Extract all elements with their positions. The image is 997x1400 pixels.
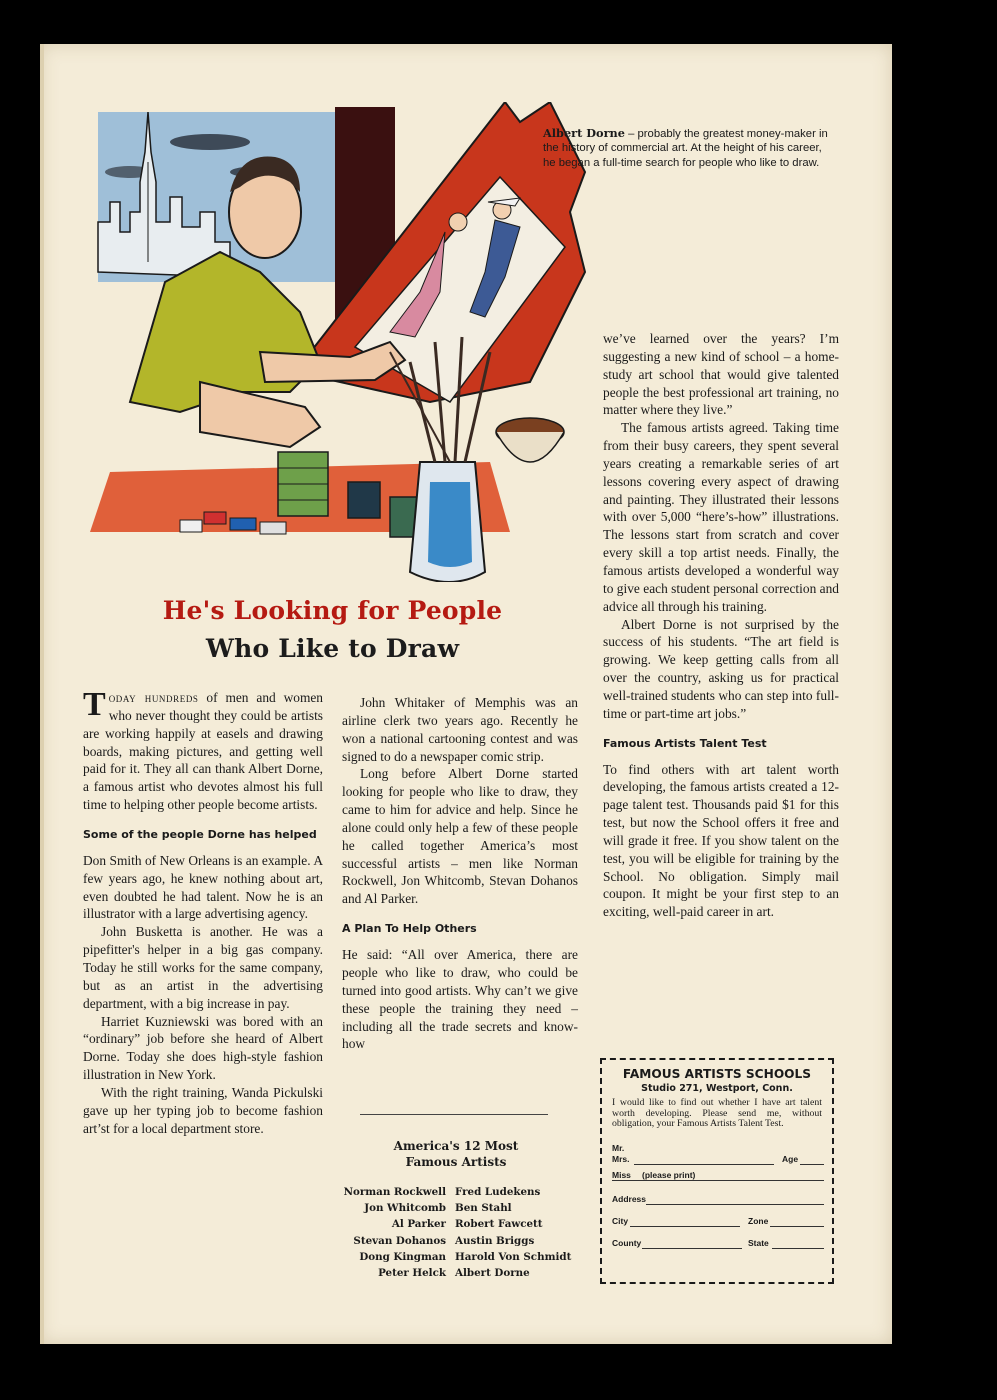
albert-dorne-illustration — [90, 102, 590, 582]
article-column-2 — [342, 694, 578, 1053]
headline-line2: Who Like to Draw — [205, 634, 460, 663]
artist-name: Jon Whitcomb — [364, 1202, 446, 1215]
artist-name: Al Parker — [391, 1218, 446, 1231]
artist-name: Harold Von Schmidt — [455, 1250, 572, 1263]
artists-title-line1: America's 12 Most — [393, 1139, 519, 1153]
page-edge — [40, 44, 44, 1344]
col1-paragraph-4: Harriet Kuzniewski was bored with an “ordinary” job before she heard of Albert Dorne. Today she does high-style fashion illustration in New York. — [83, 1013, 323, 1083]
coupon-mr-label: Mr. — [612, 1142, 625, 1153]
divider-rule — [360, 1114, 548, 1115]
drop-cap: T — [83, 686, 106, 723]
coupon-body: I would like to find out whether I have art talent worth developing. Please send me, without obligation, your Famous Artists Talent Test. — [612, 1097, 822, 1130]
col2-paragraph-2: Long before Albert Dorne started looking for people who like to draw, they came to him for advice and help. Since he alone could only help a few of these people he called together America’s most successful artists – men like Norman Rockwell, Jon Whitcomb, Stevan Dohanos and Al Parker. — [342, 766, 578, 907]
col2-paragraph-3: He said: “All over America, there are people who like to draw, who could be turned into good artists. Why can’t we give these people the training they need – including all the trade secrets and know-how — [342, 947, 578, 1052]
illustration-caption — [543, 126, 833, 170]
col3-paragraph-1: we’ve learned over the years? I’m suggesting a new kind of school – a home-study art school that would give talented people the best professional art training, no matter where they live.” — [603, 331, 839, 418]
coupon-title: FAMOUS ARTISTS SCHOOLS — [622, 1067, 812, 1081]
coupon-city-label: City — [612, 1215, 629, 1226]
coupon-print-label: (please print) — [642, 1169, 696, 1180]
artist-name: Dong Kingman — [359, 1250, 446, 1263]
col1-p1-text: of men and women who never thought they could be artists are working happily at easels and drawing boards, making pictures, and getting well paid for it. They all can thank Albert Dorne, a famous artist who devotes almost his full time to helping other people become artists. — [83, 690, 324, 813]
col1-paragraph-3: John Busketta is another. He was a pipefitter's helper in a big gas company. Today he still works for the same company, but as an artist in the advertising department, with a big increase in pay. — [83, 924, 323, 1011]
col3-paragraph-2: The famous artists agreed. Taking time from their busy careers, they spent several years creating a remarkable series of art lessons covering every aspect of drawing and painting. They illustrated their lessons with over 5,000 “here’s-how” illustrations. The lessons start from scratch and cover every skill a top artist needs. Finally, the famous artists developed a wonderful way to give each student personal correction and advice all through his training. — [603, 420, 839, 614]
artists-left-column — [332, 1184, 446, 1281]
artist-name: Norman Rockwell — [343, 1186, 446, 1198]
col3-paragraph-3: Albert Dorne is not surprised by the success of his students. “The art field is growing. We keep getting calls from all over the country, asking us for practical well-trained students who can step into full-time or part-time art jobs.” — [603, 616, 839, 721]
coupon-mrs-label: Mrs. — [612, 1153, 630, 1164]
coupon-mrs-field[interactable] — [612, 1155, 822, 1166]
article-column-1 — [83, 686, 324, 1137]
artists-list-title — [370, 1138, 542, 1170]
artist-name: Peter Helck — [378, 1267, 446, 1280]
col3-subhead: Famous Artists Talent Test — [603, 736, 767, 750]
col2-subhead: A Plan To Help Others — [342, 922, 477, 936]
coupon-address: Studio 271, Westport, Conn. — [641, 1083, 793, 1094]
coupon-county-label: County — [612, 1237, 642, 1248]
artist-name: Ben Stahl — [455, 1202, 512, 1215]
artists-title-line2: Famous Artists — [405, 1155, 507, 1169]
coupon-city-field[interactable] — [612, 1214, 822, 1228]
col1-paragraph-2: Don Smith of New Orleans is an example. A few years ago, he knew nothing about art, even doubted he had talent. Now he is an illustrator with a large advertising agency. — [83, 852, 323, 922]
artist-name: Robert Fawcett — [455, 1218, 543, 1231]
caption-name: Albert Dorne — [543, 126, 625, 140]
lead-caps: oday hundreds — [108, 690, 199, 705]
col2-paragraph-1: John Whitaker of Memphis was an airline clerk two years ago. Recently he won a national cartooning contest and was signed to do a newspaper comic strip. — [342, 695, 578, 764]
coupon-county-field[interactable] — [612, 1236, 822, 1250]
page-headline — [90, 592, 575, 668]
coupon-state-label: State — [748, 1237, 769, 1248]
coupon-address-field[interactable] — [612, 1192, 822, 1206]
artist-name: Fred Ludekens — [455, 1186, 541, 1198]
col1-paragraph-5: With the right training, Wanda Pickulski gave up her typing job to become fashion art’st for a local department store. — [83, 1084, 323, 1136]
artist-name: Stevan Dohanos — [353, 1234, 446, 1247]
caption-text: – probably the greatest money-maker in the history of commercial art. At the height of his career, he began a full-time search for people who like to draw. — [543, 128, 828, 169]
headline-line1: He's Looking for People — [162, 596, 503, 625]
coupon-zone-label: Zone — [748, 1215, 769, 1226]
col1-paragraph-1 — [83, 686, 324, 814]
coupon-miss-field[interactable] — [612, 1166, 822, 1182]
coupon-age-label: Age — [782, 1153, 799, 1164]
mail-coupon[interactable] — [600, 1058, 834, 1284]
magazine-page — [40, 44, 892, 1344]
col3-paragraph-4: To find others with art talent worth developing, the famous artists created a 12-page talent test. Thousands paid $1 for this test, but now the School offers it free and will grade it free. If you show talent on the test, you will be eligible for training by the School. No obligation. Simply mail coupon. It might be your first step to an exciting, well-paid career in art. — [603, 761, 839, 920]
artist-name: Albert Dorne — [455, 1267, 530, 1280]
artist-name: Austin Briggs — [455, 1234, 535, 1247]
coupon-miss-label: Miss — [612, 1169, 631, 1180]
col1-subhead: Some of the people Dorne has helped — [83, 827, 317, 841]
article-column-3 — [603, 330, 839, 921]
artists-right-column — [455, 1184, 595, 1281]
coupon-address-label: Address — [612, 1193, 647, 1204]
